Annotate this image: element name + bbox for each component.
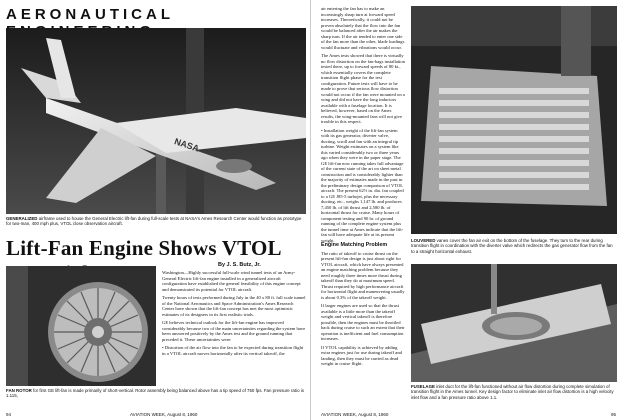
fuselage-caption: [411, 384, 617, 400]
paragraph: The Ames tests showed that there is virtually no flow distortion on the fan-bags installation tested there, up to forward speeds of 80 kt., which essentially covers the complete transition flight phase for the test configuration. Future tests will have to be made to prove that serious flow distortion would not occur if the fan were mounted on a wing and did not have the long inductors available with a fuselage location. It is believed, however, based on the Ames results, the wing-mounted fans will not give trouble in this respect.: [321, 53, 405, 124]
paragraph: air entering the fan has to make an increasingly sharp turn at forward speed increases. Theoretically, it could not be proven absolutely that the flow into the fan would be balanced after the air makes the sharp turn. If the air tended to enter one side of the fan more than the other, blade loadings would fluctuate and vibrations would occur.: [321, 6, 405, 50]
article-column: [162, 270, 306, 386]
fan-rotor-illustration: [6, 266, 156, 386]
paragraph: • Installation weight of the lift-fan system with its gas generator, diverter valve, ducting, scroll and fan with an integral tip turbine. Weight estimates on a system like this varied considerably two or three years ago when they were in the paper stage. The GE lift-fan now running takes full advantage of the current state of the art on sheet metal construction and is considerably lighter than the majority of estimates made in the past in the preliminary design comparison of VTOL aircraft. The present 62½ in. dia. fan coupled to a GE J85-5 turbojet, plus the necessary ducting, etc., weighs 1,147 lb. and produces 7,450 lb. of lift thrust and 2,580 lb. of horizontal thrust for cruise. Many hours of component testing and 90 hr. of ground running of the complete engine system plus the tunnel time at Ames indicate that the lift-fan will have adequate life at its present weight.: [321, 127, 404, 243]
fuselage-inlet-illustration: [411, 264, 617, 382]
louvered-vanes-photo: [411, 6, 617, 234]
paragraph: • Distortion of the air flow into the fan to be expected during transition flight in a VTOL aircraft moves horizontally after its vertical takeoff, the: [162, 345, 304, 356]
page-number: 94: [6, 412, 12, 417]
article-column: [321, 240, 405, 408]
caption-text: vanes cover the fan air exit on the bottom of the fuselage. They turn to the rear during transition flight in coordination with the diverter valve which redirects the gas generator flow from the fan to a straight horizontal exhaust.: [411, 238, 613, 254]
airframe-photo: [6, 28, 306, 214]
footer-publication: AVIATION WEEK, August 8, 1960: [321, 412, 389, 417]
airframe-caption: [6, 216, 306, 227]
article-column: [321, 6, 405, 243]
paragraph: Twenty hours of tests performed during July in the 40 x 80 ft. full scale tunnel of the National Aeronautics and Space Administration's Ames Research Center have shown that the lift-fan concept has met the most optimistic estimates of its designers in its first realistic trials.: [162, 295, 306, 317]
caption-label: FUSELAGE: [411, 384, 435, 389]
caption-label: GENERALIZED: [6, 216, 38, 221]
article-headline: Lift-Fan Engine Shows VTOL: [6, 236, 281, 260]
fan-rotor-photo: [6, 266, 156, 386]
right-page: [311, 0, 622, 420]
fan-rotor-caption: [6, 388, 306, 399]
caption-label: LOUVERED: [411, 238, 436, 243]
paragraph: If larger engines are used so that the thrust available is a little more than the takeoff weight and vertical takeoff is therefore possible, then the engines must be throttled back during cruise to such an extent that their operation is inefficient and fuel consumption increases.: [321, 303, 405, 341]
section-header: AERONAUTICAL: [6, 6, 174, 23]
page-number: 95: [610, 412, 616, 417]
fuselage-inlet-photo: [411, 264, 617, 382]
section-subhead: Engine Matching Problem: [321, 242, 388, 248]
paragraph: The ratio of takeoff to cruise thrust on the present lift-fan design is just about right for VTOL aircraft, which have always presented an engine matching problem because they need roughly three times more thrust during takeoff than they do at maximum speed. Thrust required by high performance aircraft for horizontal flight and maneuvering usually is about 0.3% of the takeoff weight.: [321, 250, 405, 300]
louvered-caption: [411, 238, 617, 254]
airframe-illustration: [6, 28, 306, 214]
louvered-vanes-illustration: [411, 6, 617, 234]
paragraph: Washington—Highly successful full-scale wind tunnel tests of an Army-General Electric lift-fan engine installed in a generalized aircraft configuration have established the general feasibility of this engine concept and demonstrated its potential for VTOL aircraft.: [162, 270, 301, 292]
nasa-marking: NASA: [173, 136, 201, 154]
caption-label: FAN ROTOR: [6, 388, 32, 393]
article-byline: By J. S. Butz, Jr.: [218, 262, 261, 268]
paragraph: If VTOL capability is achieved by adding extra engines just for use during takeoff and landing, then they must be carried as dead weight in cruise flight.: [321, 344, 402, 366]
caption-text: inlet duct for the lift-fan functioned without air flow distortion during complete simulation of transition flight in the Ames tunnel. Key design factor to eliminate inlet air flow distortion is a high velocity inlet flow and a fan pressure ratio above 1.1.: [411, 384, 614, 400]
footer-publication: AVIATION WEEK, August 8, 1960: [130, 412, 198, 417]
paragraph: GE believes technical outlook for the lift-fan engine has improved considerably because two of the main uncertainties regarding the system have been answered positively by the Ames test and the ground running that preceded it. These uncertainties were:: [162, 320, 306, 342]
caption-text: for first GE lift-fan is made primarily of short-vertical. Rotor assembly being balanced above has a tip speed of 750 fps. Fan pressure ratio is 1.115,: [6, 388, 304, 399]
caption-text: airframe used to house the General Electric lift-fan during full-scale tests at NASA's Ames Research Center would function as prototype for two-man, 400 mph plus, VTOL close observation aircraft.: [6, 216, 302, 227]
